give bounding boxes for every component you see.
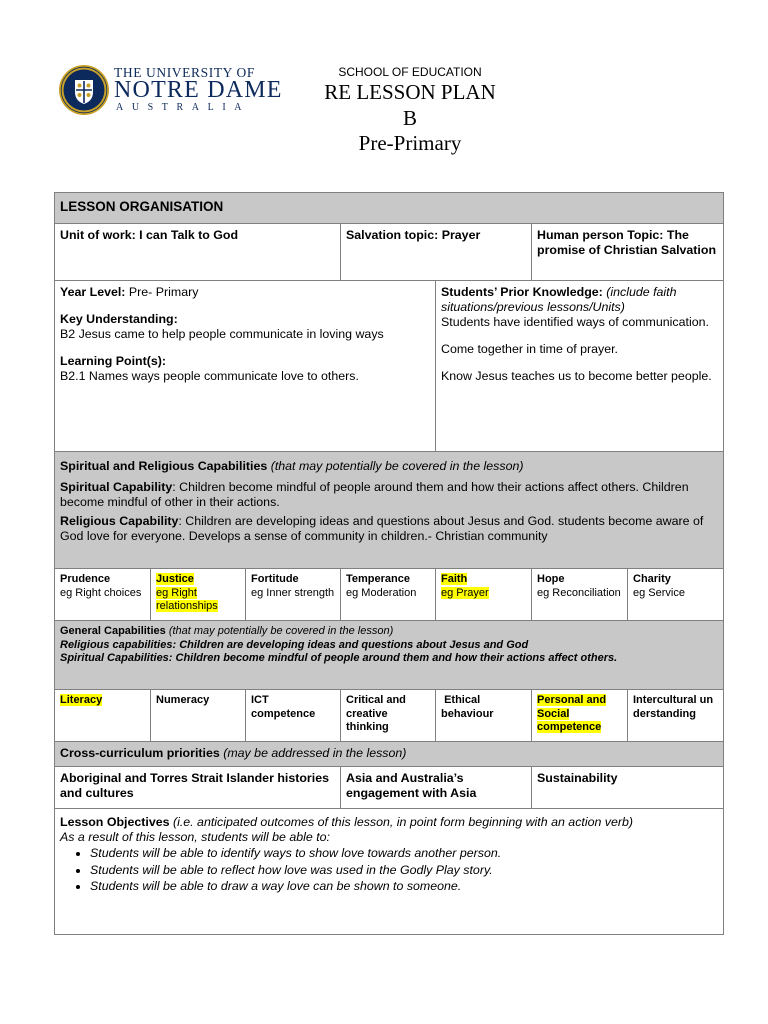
general-capabilities: [55, 621, 724, 690]
capability-name: Literacy: [60, 694, 103, 706]
year-level-label: Year Level:: [60, 285, 126, 299]
virtue-cell: [55, 569, 151, 621]
capability-cell: [246, 690, 341, 742]
prior-knowledge-cell: [436, 281, 724, 452]
lesson-objectives-label: Lesson Objectives: [60, 815, 170, 829]
capability-name: ICT competence: [251, 694, 316, 720]
virtue-name: Charity: [633, 573, 671, 585]
prior-knowledge-item: Know Jesus teaches us to become better people.: [441, 369, 712, 383]
virtue-name: Temperance: [346, 573, 410, 585]
general-spiritual-capabilities: Spiritual Capabilities: Children become mindful of people around them and how their actions affect others.: [60, 652, 618, 664]
lesson-objectives-list: [60, 845, 718, 895]
lesson-plan-table: [54, 192, 724, 935]
virtue-name: Justice: [156, 573, 194, 585]
prior-knowledge-note: (include faith situations/previous lessons/Units): [441, 285, 677, 314]
logo-text-line2: NOTRE DAME: [114, 77, 283, 103]
page-title: RE LESSON PLAN: [324, 80, 496, 104]
logo-text-line3: AUSTRALIA: [116, 102, 251, 113]
capability-name: Personal and Social competence: [537, 694, 607, 733]
capabilities-row: [55, 690, 724, 742]
lesson-details-cell: [55, 281, 436, 452]
capability-cell: [628, 690, 724, 742]
virtue-example: eg Service: [633, 586, 685, 599]
religious-capability-text: : Children are developing ideas and questions about Jesus and God. students become aware of God love for everyone. Develops a sense of community in children.- Christian community: [60, 514, 704, 543]
prior-knowledge-item: Come together in time of prayer.: [441, 342, 618, 356]
virtue-name: Fortitude: [251, 573, 299, 585]
general-capabilities-heading: General Capabilities: [60, 625, 166, 637]
spiritual-religious-capabilities: [55, 452, 724, 569]
key-understanding-label: Key Understanding:: [60, 312, 178, 326]
key-understanding-text: B2 Jesus came to help people communicate in loving ways: [60, 327, 384, 341]
virtue-name: Faith: [441, 573, 468, 585]
virtue-cell: [246, 569, 341, 621]
cross-curriculum-note: (may be addressed in the lesson): [223, 746, 407, 760]
capability-cell: [532, 690, 628, 742]
lesson-organisation-heading: LESSON ORGANISATION: [55, 193, 724, 224]
lesson-objectives: [55, 809, 724, 935]
capability-name: Intercultural understanding: [633, 694, 714, 720]
virtue-example: eg Inner strength: [251, 586, 335, 599]
capability-cell: [151, 690, 246, 742]
virtue-example: eg Reconciliation: [537, 586, 621, 599]
spiritual-capability-label: Spiritual Capability: [60, 480, 173, 494]
virtue-cell: [532, 569, 628, 621]
virtue-name: Prudence: [60, 573, 111, 585]
cross-curriculum-item: Aboriginal and Torres Strait Islander histories and cultures: [55, 767, 341, 809]
cross-curriculum-item: Sustainability: [532, 767, 724, 809]
learning-points-text: B2.1 Names ways people communicate love to others.: [60, 369, 359, 383]
prior-knowledge-item: Students have identified ways of communication.: [441, 315, 709, 329]
cross-curriculum-heading-cell: [55, 742, 724, 767]
spiritual-religious-heading: Spiritual and Religious Capabilities: [60, 459, 268, 473]
capability-name: Ethical behaviour: [441, 694, 494, 720]
prior-knowledge-label: Students’ Prior Knowledge:: [441, 285, 603, 299]
lesson-objectives-intro: As a result of this lesson, students will be able to:: [60, 830, 330, 844]
cross-curriculum-heading: Cross-curriculum priorities: [60, 746, 220, 760]
virtues-row: [55, 569, 724, 621]
objective-item: • Students will be able to draw a way love can be shown to someone.: [90, 878, 718, 895]
virtue-cell: [436, 569, 532, 621]
objective-item: • Students will be able to identify ways to show love towards another person.: [90, 845, 718, 862]
spiritual-capability-text: : Children become mindful of people around them and how their actions affect others. Children become mindful of other in their actions.: [60, 480, 689, 509]
virtue-example: eg Right choices: [60, 586, 142, 599]
religious-capability-label: Religious Capability: [60, 514, 179, 528]
human-person-topic: Human person Topic: The promise of Christian Salvation: [532, 224, 724, 281]
spiritual-religious-note: (that may potentially be covered in the lesson): [270, 459, 524, 473]
virtue-cell: [628, 569, 724, 621]
unit-of-work: Unit of work: I can Talk to God: [55, 224, 341, 281]
virtue-cell: [341, 569, 436, 621]
virtue-example: eg Right relationships: [156, 586, 218, 612]
general-capabilities-note: (that may potentially be covered in the lesson): [168, 625, 394, 637]
capability-name: Critical and creative thinking: [346, 694, 406, 733]
general-religious-capabilities: Religious capabilities: Children are developing ideas and questions about Jesus and God: [60, 638, 529, 651]
school-name: SCHOOL OF EDUCATION: [338, 65, 482, 79]
cross-curriculum-item: Asia and Australia’s engagement with Asia: [341, 767, 532, 809]
capability-cell: [436, 690, 532, 742]
capability-cell: [341, 690, 436, 742]
salvation-topic: Salvation topic: Prayer: [341, 224, 532, 281]
objective-item: • Students will be able to reflect how love was used in the Godly Play story.: [90, 862, 718, 879]
virtue-example: eg Prayer: [441, 586, 489, 599]
plan-letter: B: [402, 106, 417, 130]
virtue-example: eg Moderation: [346, 586, 417, 599]
year-heading: Pre-Primary: [358, 131, 462, 155]
logo-text-line1: THE UNIVERSITY OF: [114, 65, 255, 80]
capability-cell: [55, 690, 151, 742]
virtue-name: Hope: [537, 573, 565, 585]
year-level-value: Pre- Primary: [125, 285, 199, 299]
lesson-objectives-note: (i.e. anticipated outcomes of this lesson, in point form beginning with an action verb): [172, 815, 634, 829]
capability-name: Numeracy: [156, 694, 210, 706]
virtue-cell: [151, 569, 246, 621]
learning-points-label: Learning Point(s):: [60, 354, 167, 368]
